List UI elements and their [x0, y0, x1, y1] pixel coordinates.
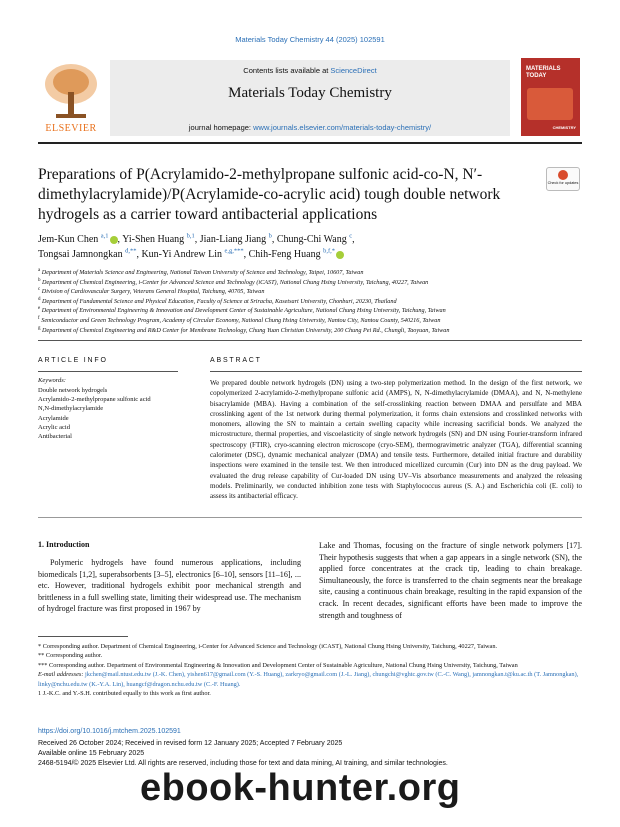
cover-title: MATERIALS TODAY	[526, 66, 561, 79]
affiliation-divider	[38, 340, 582, 341]
article-info-heading: ARTICLE INFO	[38, 357, 108, 364]
affiliation: $^g$ Department of Chemical Engineering and R&D Center for Membrane Technology, Chung Yuan Christian University, 200 Chung Pei Rd., Chungli, Taoyuan, Taiwan	[38, 325, 450, 334]
introduction-heading: 1. Introduction	[38, 540, 90, 549]
keyword-list	[38, 386, 188, 441]
cover-subtitle: CHEMISTRY	[552, 125, 576, 130]
homepage-link[interactable]: www.journals.elsevier.com/materials-today-chemistry/	[253, 123, 432, 132]
keyword: Antibacterial	[38, 433, 72, 441]
copyright-notice: 2468-5194/© 2025 Elsevier Ltd. All rights are reserved, including those for text and data mining, AI training, and similar technologies.	[38, 760, 448, 767]
author[interactable]: Kun-Yi Andrew Lin $^{e,g,***}$,	[141, 247, 249, 260]
footnote: * Corresponding author. Department of Chemical Engineering, i-Center for Advanced Science and Technology (iCAST), National Chung Hsing University, Taichung, 40227, Taiwan.	[38, 643, 498, 650]
author[interactable]: Yi-Shen Huang $^{b,1}$,	[122, 232, 200, 245]
journal-name: Materials Today Chemistry	[228, 85, 392, 101]
available-online: Available online 15 February 2025	[38, 750, 145, 757]
doi-link[interactable]: https://doi.org/10.1016/j.mtchem.2025.102591	[38, 728, 181, 735]
equal-contribution-note: 1 J.-K.C. and Y.-S.H. contributed equally to this work as first author.	[38, 690, 211, 698]
publication-history	[38, 739, 448, 769]
abstract-heading: ABSTRACT	[210, 357, 262, 364]
footnote-divider	[38, 636, 128, 637]
journal-reference[interactable]: Materials Today Chemistry 44 (2025) 102591	[235, 35, 385, 44]
introduction-right-column: Lake and Thomas, focusing on the fracture of single network polymers [17]. Their hypothesis suggests that when a gap appears in a single network (SN), the applied force concentrates at the crack tip, leading to chain breakage. Simultaneously, the force is transferred to the chain segments near the breakage site, causing a continuous chain breakage, resulting in the rapid expansion of the crack. In recent decades, significant efforts have been made to improve the strength and toughness of	[319, 541, 582, 620]
affiliation: $^b$ Department of Chemical Engineering, i-Center for Advanced Science and Technology (iCAST), National Chung Hsing University, Taichung, 40227, Taiwan	[38, 277, 429, 286]
check-for-updates-button[interactable]	[546, 167, 580, 191]
email-addresses[interactable]: E-mail addresses: jkchen@mail.ntust.edu.tw (J.-K. Chen), yishen617@gmail.com (Y.-S. Huang), zarkryo@gmail.com (J.-L. Jiang), chungchi@vghtc.gov.tw (C.-C. Wang), jamnongkan.t@ku.ac.th (T. Jamnongkan), linky@nchu.edu.tw (K.-Y.A. Lin), huangcf@dragon.nchu.edu.tw (C.-F. Huang).	[38, 671, 579, 688]
author[interactable]: Chih-Feng Huang $^{b,f,*}$	[249, 249, 344, 260]
abstract-divider	[210, 371, 582, 372]
author[interactable]: Jem-Kun Chen $^{a,1}$ ,	[38, 232, 123, 245]
abstract-text: We prepared double network hydrogels (DN) using a two-step polymerization method. In the design of the first network, we copolymerized 2-acrylamido-2-methylpropane sulfonic acid (AMPS), N, N-dimethylacrylamide (DMAA), and N, N-methylene bisacrylamide (MBA). Having a combination of the self-crosslinking reaction between DMAA and persulfate and MBA crosslinking agent of the 1st network during thermal polymerization, it forms chain extensions and crosslinked networks with monomers, allowing the SN to maintain a certain swelling capacity while increasing sacrificial bonds. We analyzed the microstructure, thermal properties, and viscoelasticity of single network hydrogels (SN) and DN using Fourier-transform infrared spectroscopy (FTIR), cryo-scanning electron microscope (cryo-SEM), thermogravimetric analyzer (TGA), differential scanning calorimeter (DSC), dynamic mechanical analyzer (DMA) and tensile tests. Furthermore, detailed initial fracture and durability inspections were examined in the tensile test. We then introduced micellized curcumin (Cur) into DN as the drug payload. We evaluated the drug release capability of Cur-loaded DN using UV–Vis absorbance measurements and analyzed the releasing models. Preliminarily, we conducted inhibition zone tests with Staphylococcus aureus (S. A.) and Escherichia coli (E. coli) to assess its antibacterial efficacy.	[210, 379, 582, 501]
orcid-icon[interactable]	[110, 236, 118, 244]
affiliation-list	[38, 268, 588, 335]
affiliation: $^a$ Department of Materials Science and Engineering, National Taiwan University of Science and Technology, Taipei, 10607, Taiwan	[38, 267, 364, 276]
watermark: ebook-hunter.org	[140, 767, 461, 809]
orcid-icon[interactable]	[336, 251, 344, 259]
author[interactable]: Chung-Chi Wang $^c$,	[276, 232, 355, 245]
footnote: ** Corresponding author.	[38, 652, 103, 660]
affiliation: $^f$ Semiconductor and Green Technology Program, Academy of Circular Economy, National Chung Hsing University, Nantou City, Nantou County, 540216, Taiwan	[38, 315, 441, 324]
journal-cover[interactable]	[521, 58, 580, 136]
affiliation: $^d$ Department of Fundamental Science and Physical Education, Faculty of Science at Sriracha, Kasetsart University, Chonburi, 20230, Thailand	[38, 296, 397, 305]
cover-image	[527, 88, 573, 120]
keyword: N,N-dimethylacrylamide	[38, 405, 104, 413]
sciencedirect-link[interactable]: ScienceDirect	[330, 66, 377, 75]
affiliation: $^e$ Department of Environmental Engineering & Innovation and Development Center of Sustainable Agriculture, National Chung Hsing University, Taichung, Taiwan	[38, 306, 446, 315]
article-info-divider	[38, 371, 178, 372]
author[interactable]: Tongsai Jamnongkan $^{d,**}$,	[38, 247, 142, 260]
keyword: Acrylamide	[38, 414, 69, 422]
keyword: Acrylic acid	[38, 423, 70, 431]
header-divider	[38, 142, 582, 144]
received-dates: Received 26 October 2024; Received in revised form 12 January 2025; Accepted 7 February 2025	[38, 740, 343, 747]
keywords-heading: Keywords:	[38, 377, 66, 384]
keyword: Double network hydrogels	[38, 387, 108, 394]
introduction-left-column: Polymeric hydrogels have found numerous applications, including biomedicals [1,2], superabsorbents [3–5], electronics [6–10], sensors [11–16], ... etc. However, traditional hydrogels exhibit poor mechanical strength and brittleness in a full swelling state, limiting their widespread use. The mechanism of hydrogel fracture was first proposed in 1967 by	[38, 558, 301, 614]
front-matter-divider	[38, 517, 582, 518]
author-list	[38, 232, 558, 262]
check-updates-icon	[558, 170, 568, 180]
affiliation: $^c$ Division of Cardiovascular Surgery, Veterans General Hospital, Taichung, 40705, Taiwan	[38, 287, 265, 296]
article-title: Preparations of P(Acrylamido-2-methylpropane sulfonic acid-co-N, N′-dimethylacrylamide)/P(Acrylamide-co-acrylic acid) tough double network hydrogels as a carrier toward antibacterial applications	[38, 166, 501, 223]
elsevier-wordmark: ELSEVIER	[45, 123, 97, 134]
footnotes	[38, 642, 582, 698]
elsevier-tree-logo	[38, 58, 104, 124]
footnote: *** Corresponding author. Department of Environmental Engineering & Innovation and Development Center of Sustainable Agriculture, National Chung Hsing University, Taichung, Taiwan	[38, 661, 518, 669]
keyword: Acrylamido-2-methylpropane sulfonic acid	[38, 396, 151, 404]
check-updates-label: Check for updates	[547, 181, 579, 185]
author[interactable]: Jian-Liang Jiang $^b$,	[199, 232, 277, 245]
homepage-line: journal homepage: www.journals.elsevier.com/materials-today-chemistry/	[188, 123, 432, 132]
contents-line: Contents lists available at ScienceDirect	[243, 66, 377, 75]
